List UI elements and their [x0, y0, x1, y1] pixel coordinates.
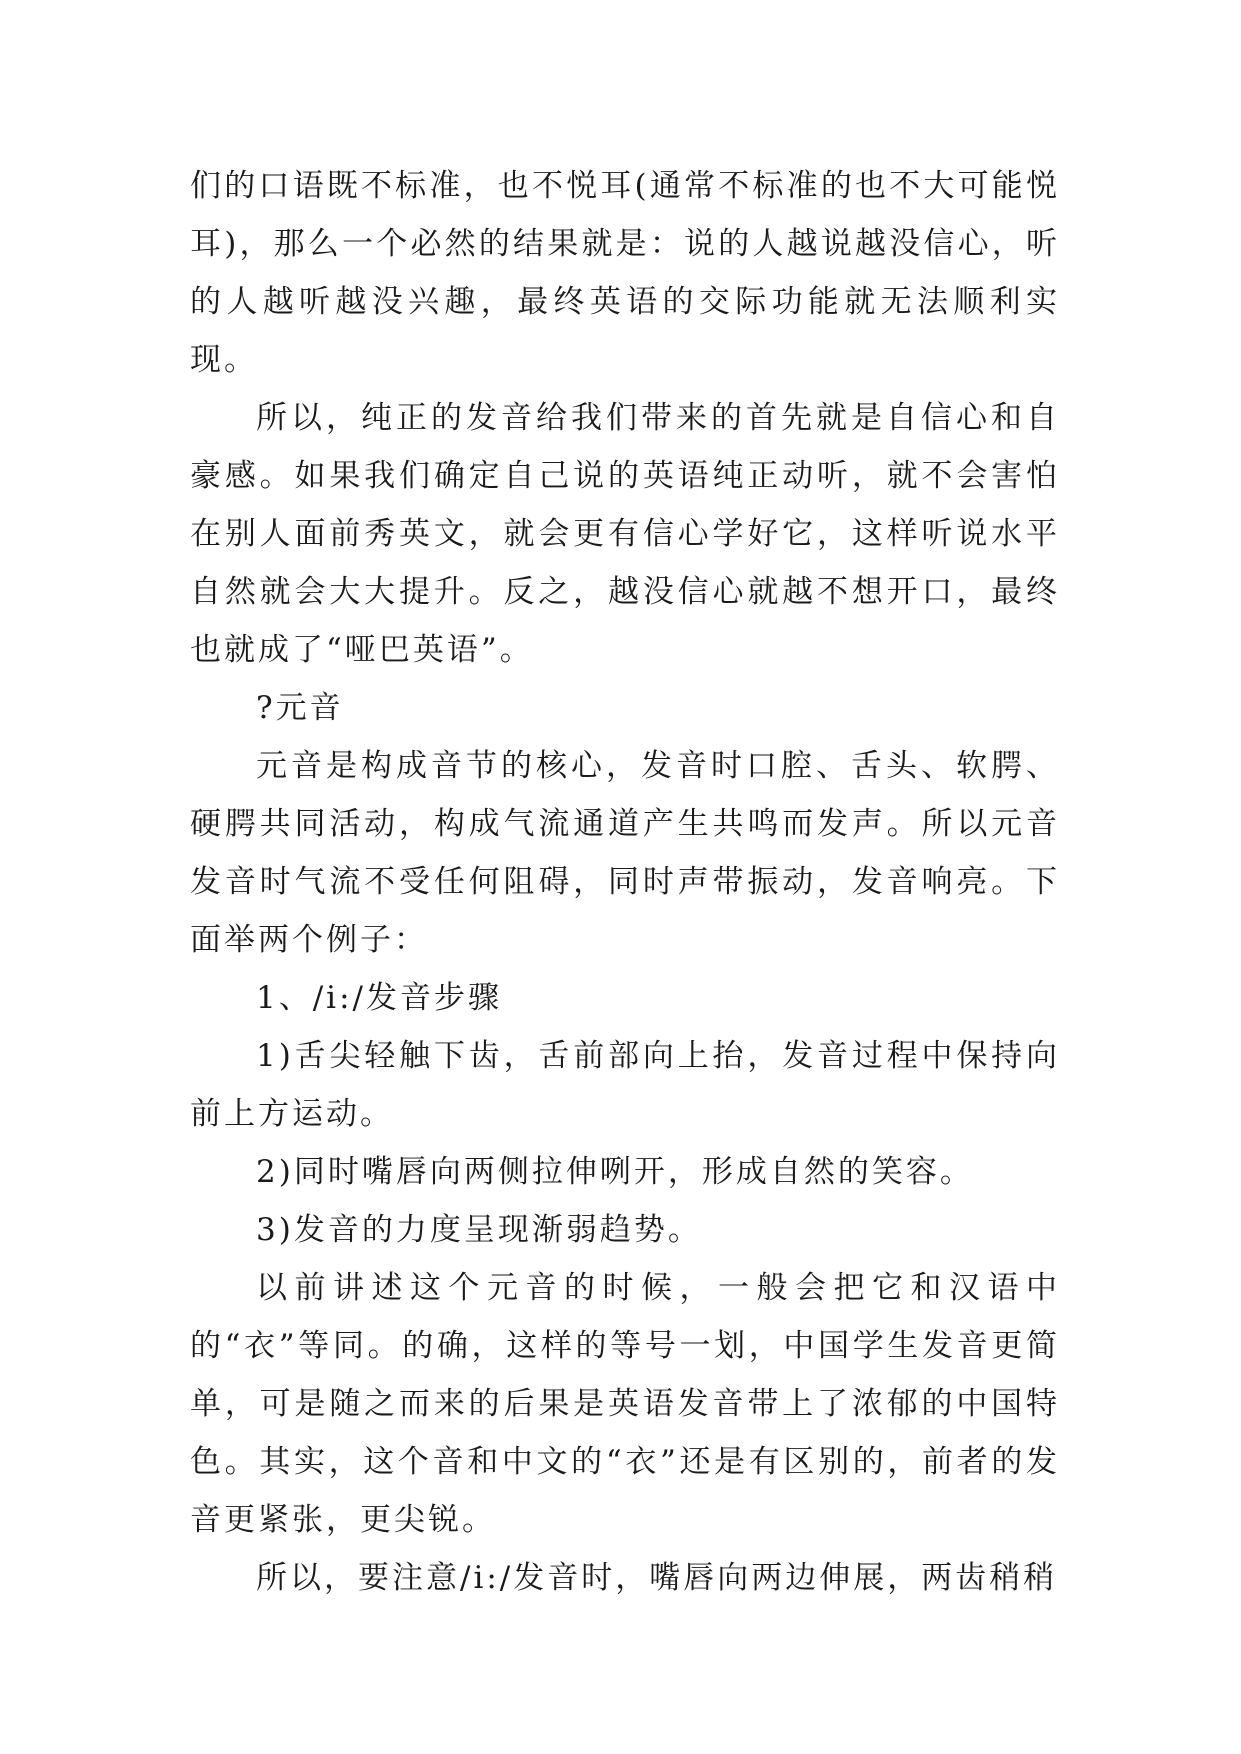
- paragraph-1: 们的口语既不标准，也不悦耳(通常不标准的也不大可能悦耳)，那么一个必然的结果就是：说的人越说越没信心，听的人越听越没兴趣，最终英语的交际功能就无法顺利实现。: [190, 168, 1060, 378]
- step-1: 1)舌尖轻触下齿，舌前部向上抬，发音过程中保持向前上方运动。: [190, 1038, 1060, 1132]
- step-2: 2)同时嘴唇向两侧拉伸咧开，形成自然的笑容。: [256, 1154, 974, 1190]
- paragraph-4: 以前讲述这个元音的时候，一般会把它和汉语中的“衣”等同。的确，这样的等号一划，中国学生发音更简单，可是随之而来的后果是英语发音带上了浓郁的中国特色。其实，这个音和中文的“衣”还是有区别的，前者的发音更紧张，更尖锐。: [190, 1270, 1060, 1538]
- paragraph-3: 元音是构成音节的核心，发音时口腔、舌头、软腭、硬腭共同活动，构成气流通道产生共鸣而发声。所以元音发音时气流不受任何阻碍，同时声带振动，发音响亮。下面举两个例子：: [190, 748, 1060, 958]
- paragraph-2: 所以，纯正的发音给我们带来的首先就是自信心和自豪感。如果我们确定自己说的英语纯正动听，就不会害怕在别人面前秀英文，就会更有信心学好它，这样听说水平自然就会大大提升。反之，越没信心就越不想开口，最终也就成了“哑巴英语”。: [190, 400, 1060, 668]
- paragraph-5: 所以，要注意/i:/发音时，嘴唇向两边伸展，两齿稍稍: [256, 1560, 1058, 1596]
- section-heading-vowels: ?元音: [256, 690, 344, 726]
- subheading-i-steps: 1、/i:/发音步骤: [256, 980, 502, 1016]
- step-3: 3)发音的力度呈现渐弱趋势。: [256, 1212, 702, 1248]
- document-body: [190, 157, 1060, 1607]
